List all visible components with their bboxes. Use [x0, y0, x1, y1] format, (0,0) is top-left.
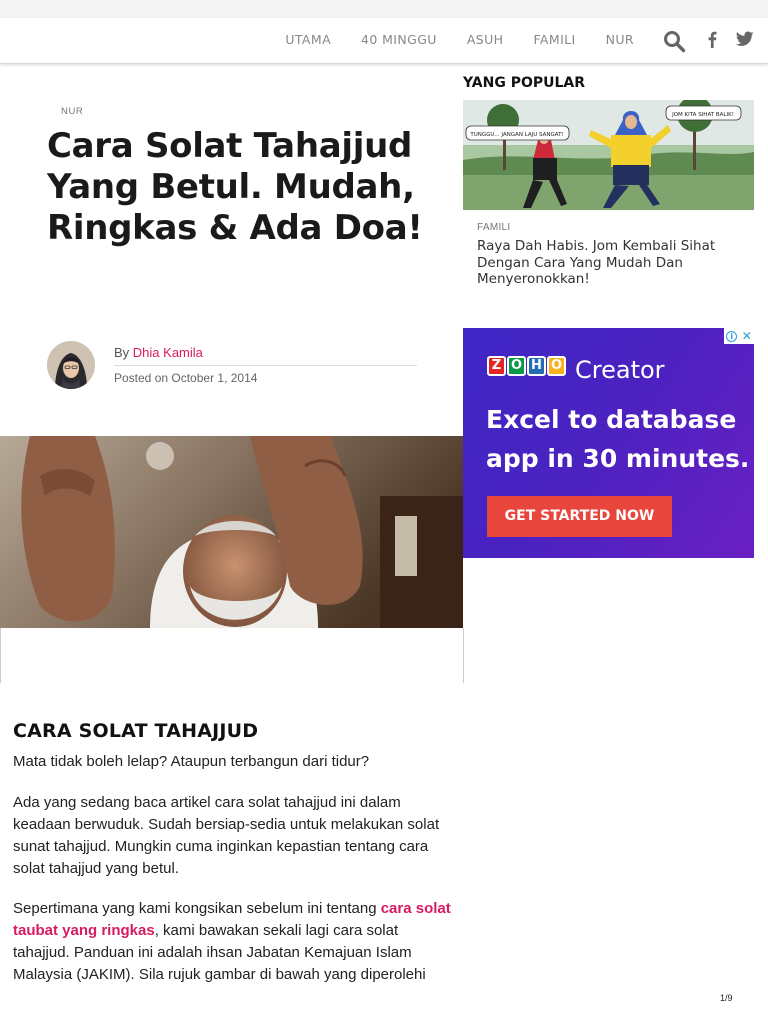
advertisement-banner[interactable] — [463, 328, 754, 558]
inline-link-cara-solat-taubat[interactable]: cara solat taubat yang ringkas — [13, 900, 451, 939]
bubble-left-text: TUNGGU... JANGAN LAJU SANGAT! — [470, 132, 564, 138]
bubble-right-text: JOM KITA SIHAT BALIK! — [672, 112, 734, 118]
hero-caption-area — [0, 628, 464, 683]
twitter-icon[interactable] — [736, 31, 754, 47]
by-label: By — [114, 345, 130, 360]
author-avatar-image — [47, 341, 95, 389]
ad-headline: Excel to database app in 30 minutes. — [486, 405, 750, 473]
close-icon[interactable]: ✕ — [741, 329, 752, 343]
ad-choices-badge[interactable] — [724, 328, 754, 344]
popular-post-title[interactable]: Raya Dah Habis. Jom Kembali Sihat Dengan Cara Yang Mudah Dan Menyeronokkan! — [477, 238, 716, 287]
ad-product-name: Creator — [575, 356, 665, 384]
paragraph-text: Sepertimana yang kami kongsikan sebelum ini tentang — [13, 900, 381, 917]
info-icon[interactable]: i — [726, 331, 737, 342]
body-paragraph-1: Mata tidak boleh lelap? Ataupun terbangun dari tidur? — [13, 753, 370, 770]
hero-image — [0, 436, 463, 628]
byline — [114, 345, 417, 366]
body-paragraph-2: Ada yang sedang baca artikel cara solat tahajjud ini dalam keadaan berwuduk. Sudah bersiap-sedia untuk melakukan solat sunat tahajjud. Mungkin cuma inginkan kepastian tentang cara solat tahajjud yang betul. — [13, 794, 440, 877]
page-indicator: 1/9 — [720, 993, 733, 1003]
posted-date: Posted on October 1, 2014 — [114, 371, 258, 385]
article-title: Cara Solat Tahajjud Yang Betul. Mudah, Ringkas & Ada Doa! — [47, 126, 423, 248]
navbar — [0, 18, 768, 64]
zoho-logo-letter: O — [507, 356, 526, 376]
section-heading: CARA SOLAT TAHAJJUD — [13, 720, 259, 742]
nav-item-asuh[interactable]: ASUH — [466, 32, 504, 47]
author-link[interactable]: Dhia Kamila — [132, 345, 203, 360]
facebook-icon[interactable] — [705, 30, 719, 48]
popular-heading: YANG POPULAR — [463, 75, 586, 91]
zoho-logo-letter: Z — [487, 356, 506, 376]
nav-item-utama[interactable]: UTAMA — [285, 32, 332, 47]
zoho-logo — [487, 356, 566, 376]
search-icon[interactable] — [662, 29, 686, 53]
ad-cta-button[interactable]: GET STARTED NOW — [487, 496, 672, 537]
body-paragraph-3 — [13, 898, 453, 986]
popular-post-image[interactable] — [463, 100, 754, 210]
popular-post-category[interactable]: FAMILI — [477, 222, 511, 233]
author-avatar[interactable] — [47, 341, 95, 389]
paragraph-text: , kami bawakan sekali lagi cara solat tahajjud. Panduan ini adalah ihsan Jabatan Kemajuan Islam Malaysia (JAKIM). Sila rujuk gambar di bawah yang diperolehi — [13, 922, 426, 983]
article-category[interactable]: NUR — [61, 106, 84, 117]
nav-item-nur[interactable]: NUR — [605, 32, 634, 47]
zoho-logo-letter: O — [547, 356, 566, 376]
nav-item-40-minggu[interactable]: 40 MINGGU — [361, 32, 437, 47]
nav-menu — [285, 32, 634, 47]
zoho-logo-letter: H — [527, 356, 546, 376]
top-strip — [0, 0, 768, 18]
hero-photo-praying-man — [0, 436, 463, 628]
popular-photo-jogging — [463, 100, 754, 210]
nav-item-famili[interactable]: FAMILI — [533, 32, 576, 47]
